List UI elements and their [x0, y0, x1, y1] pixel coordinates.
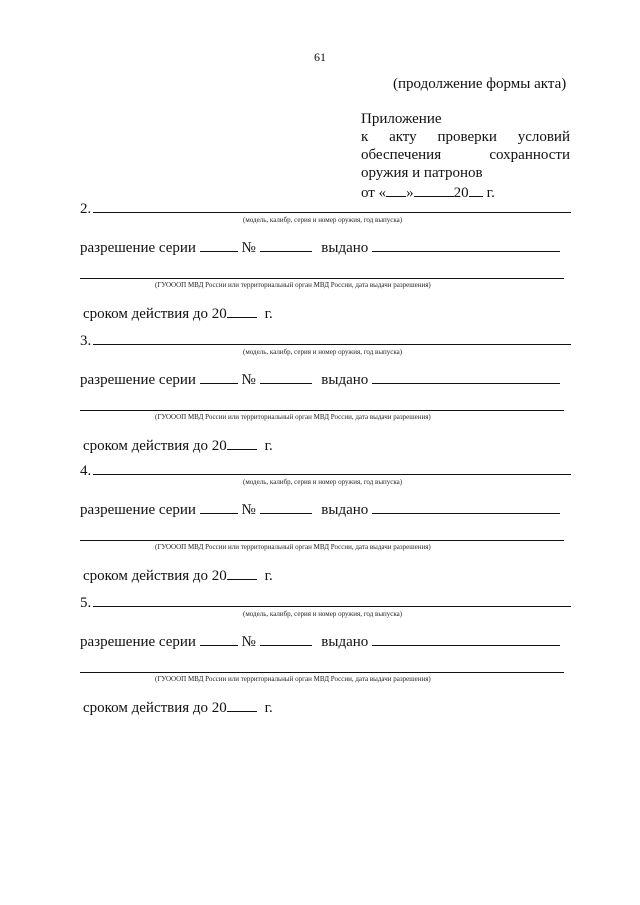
- issued-label: выдано: [321, 240, 369, 256]
- validity-suffix: г.: [264, 700, 273, 716]
- permit-series-label: разрешение серии: [80, 240, 196, 256]
- validity-line: [83, 435, 273, 455]
- weapon-caption: (модель, калибр, серия и номер оружия, год выпуска): [243, 216, 403, 224]
- issued-label: выдано: [321, 372, 369, 388]
- issuer-caption: (ГУОООП МВД России или территориальный орган МВД России, дата выдачи разрешения): [155, 413, 431, 421]
- issuer-field[interactable]: [80, 672, 564, 673]
- issued-field[interactable]: [372, 369, 560, 384]
- permit-series-field[interactable]: [200, 369, 238, 384]
- permit-line: [80, 631, 560, 651]
- validity-label: сроком действия до 20: [83, 568, 227, 584]
- entry-number: 4.: [80, 463, 92, 479]
- permit-series-field[interactable]: [200, 499, 238, 514]
- date-month-field[interactable]: [414, 182, 454, 197]
- permit-number-field[interactable]: [260, 237, 312, 252]
- issued-label: выдано: [321, 634, 369, 650]
- issuer-caption: (ГУОООП МВД России или территориальный орган МВД России, дата выдачи разрешения): [155, 543, 431, 551]
- validity-year-field[interactable]: [227, 697, 257, 712]
- entry-number: 2.: [80, 201, 92, 217]
- permit-line: [80, 237, 560, 257]
- permit-line: [80, 499, 560, 519]
- entry-number: 5.: [80, 595, 92, 611]
- date-year-prefix: 20: [453, 185, 469, 201]
- appendix-word: акту: [389, 129, 417, 145]
- permit-line: [80, 369, 560, 389]
- weapon-field[interactable]: [93, 606, 571, 607]
- page-number: 61: [314, 50, 326, 64]
- date-prefix: от «: [361, 185, 387, 201]
- permit-series-label: разрешение серии: [80, 502, 196, 518]
- appendix-word: обеспечения: [361, 147, 442, 163]
- appendix-date-line: [361, 182, 570, 202]
- date-day-field[interactable]: [386, 182, 406, 197]
- permit-series-label: разрешение серии: [80, 634, 196, 650]
- appendix-title: Приложение: [361, 111, 442, 127]
- permit-series-field[interactable]: [200, 237, 238, 252]
- appendix-word: проверки: [437, 129, 497, 145]
- permit-number-field[interactable]: [260, 499, 312, 514]
- issued-field[interactable]: [372, 499, 560, 514]
- appendix-word: к: [361, 129, 369, 145]
- issuer-caption: (ГУОООП МВД России или территориальный орган МВД России, дата выдачи разрешения): [155, 675, 431, 683]
- validity-label: сроком действия до 20: [83, 306, 227, 322]
- permit-number-label: №: [241, 240, 256, 256]
- appendix-line-2: [361, 146, 570, 164]
- date-suffix: г.: [486, 185, 495, 201]
- weapon-caption: (модель, калибр, серия и номер оружия, год выпуска): [243, 348, 403, 356]
- issued-field[interactable]: [372, 237, 560, 252]
- form-continuation-note: (продолжение формы акта): [393, 76, 567, 92]
- permit-number-label: №: [241, 502, 256, 518]
- weapon-field[interactable]: [93, 474, 571, 475]
- issued-field[interactable]: [372, 631, 560, 646]
- appendix-word: сохранности: [489, 147, 570, 163]
- validity-year-field[interactable]: [227, 435, 257, 450]
- validity-suffix: г.: [264, 568, 273, 584]
- entry-number: 3.: [80, 333, 92, 349]
- date-quote-close: »: [406, 185, 414, 201]
- appendix-header: [361, 110, 570, 202]
- weapon-field[interactable]: [93, 344, 571, 345]
- validity-line: [83, 565, 273, 585]
- date-year-field[interactable]: [469, 182, 483, 197]
- weapon-field[interactable]: [93, 212, 571, 213]
- validity-year-field[interactable]: [227, 303, 257, 318]
- validity-suffix: г.: [264, 438, 273, 454]
- issuer-field[interactable]: [80, 410, 564, 411]
- permit-series-field[interactable]: [200, 631, 238, 646]
- permit-number-label: №: [241, 372, 256, 388]
- validity-year-field[interactable]: [227, 565, 257, 580]
- appendix-word: условий: [517, 129, 570, 145]
- appendix-line-3: оружия и патронов: [361, 165, 483, 181]
- validity-suffix: г.: [264, 306, 273, 322]
- permit-number-field[interactable]: [260, 631, 312, 646]
- issuer-field[interactable]: [80, 278, 564, 279]
- issuer-field[interactable]: [80, 540, 564, 541]
- permit-number-field[interactable]: [260, 369, 312, 384]
- weapon-caption: (модель, калибр, серия и номер оружия, год выпуска): [243, 610, 403, 618]
- validity-line: [83, 697, 273, 717]
- weapon-caption: (модель, калибр, серия и номер оружия, год выпуска): [243, 478, 403, 486]
- validity-label: сроком действия до 20: [83, 438, 227, 454]
- permit-series-label: разрешение серии: [80, 372, 196, 388]
- validity-line: [83, 303, 273, 323]
- issued-label: выдано: [321, 502, 369, 518]
- issuer-caption: (ГУОООП МВД России или территориальный орган МВД России, дата выдачи разрешения): [155, 281, 431, 289]
- validity-label: сроком действия до 20: [83, 700, 227, 716]
- appendix-line-1: [361, 128, 570, 146]
- permit-number-label: №: [241, 634, 256, 650]
